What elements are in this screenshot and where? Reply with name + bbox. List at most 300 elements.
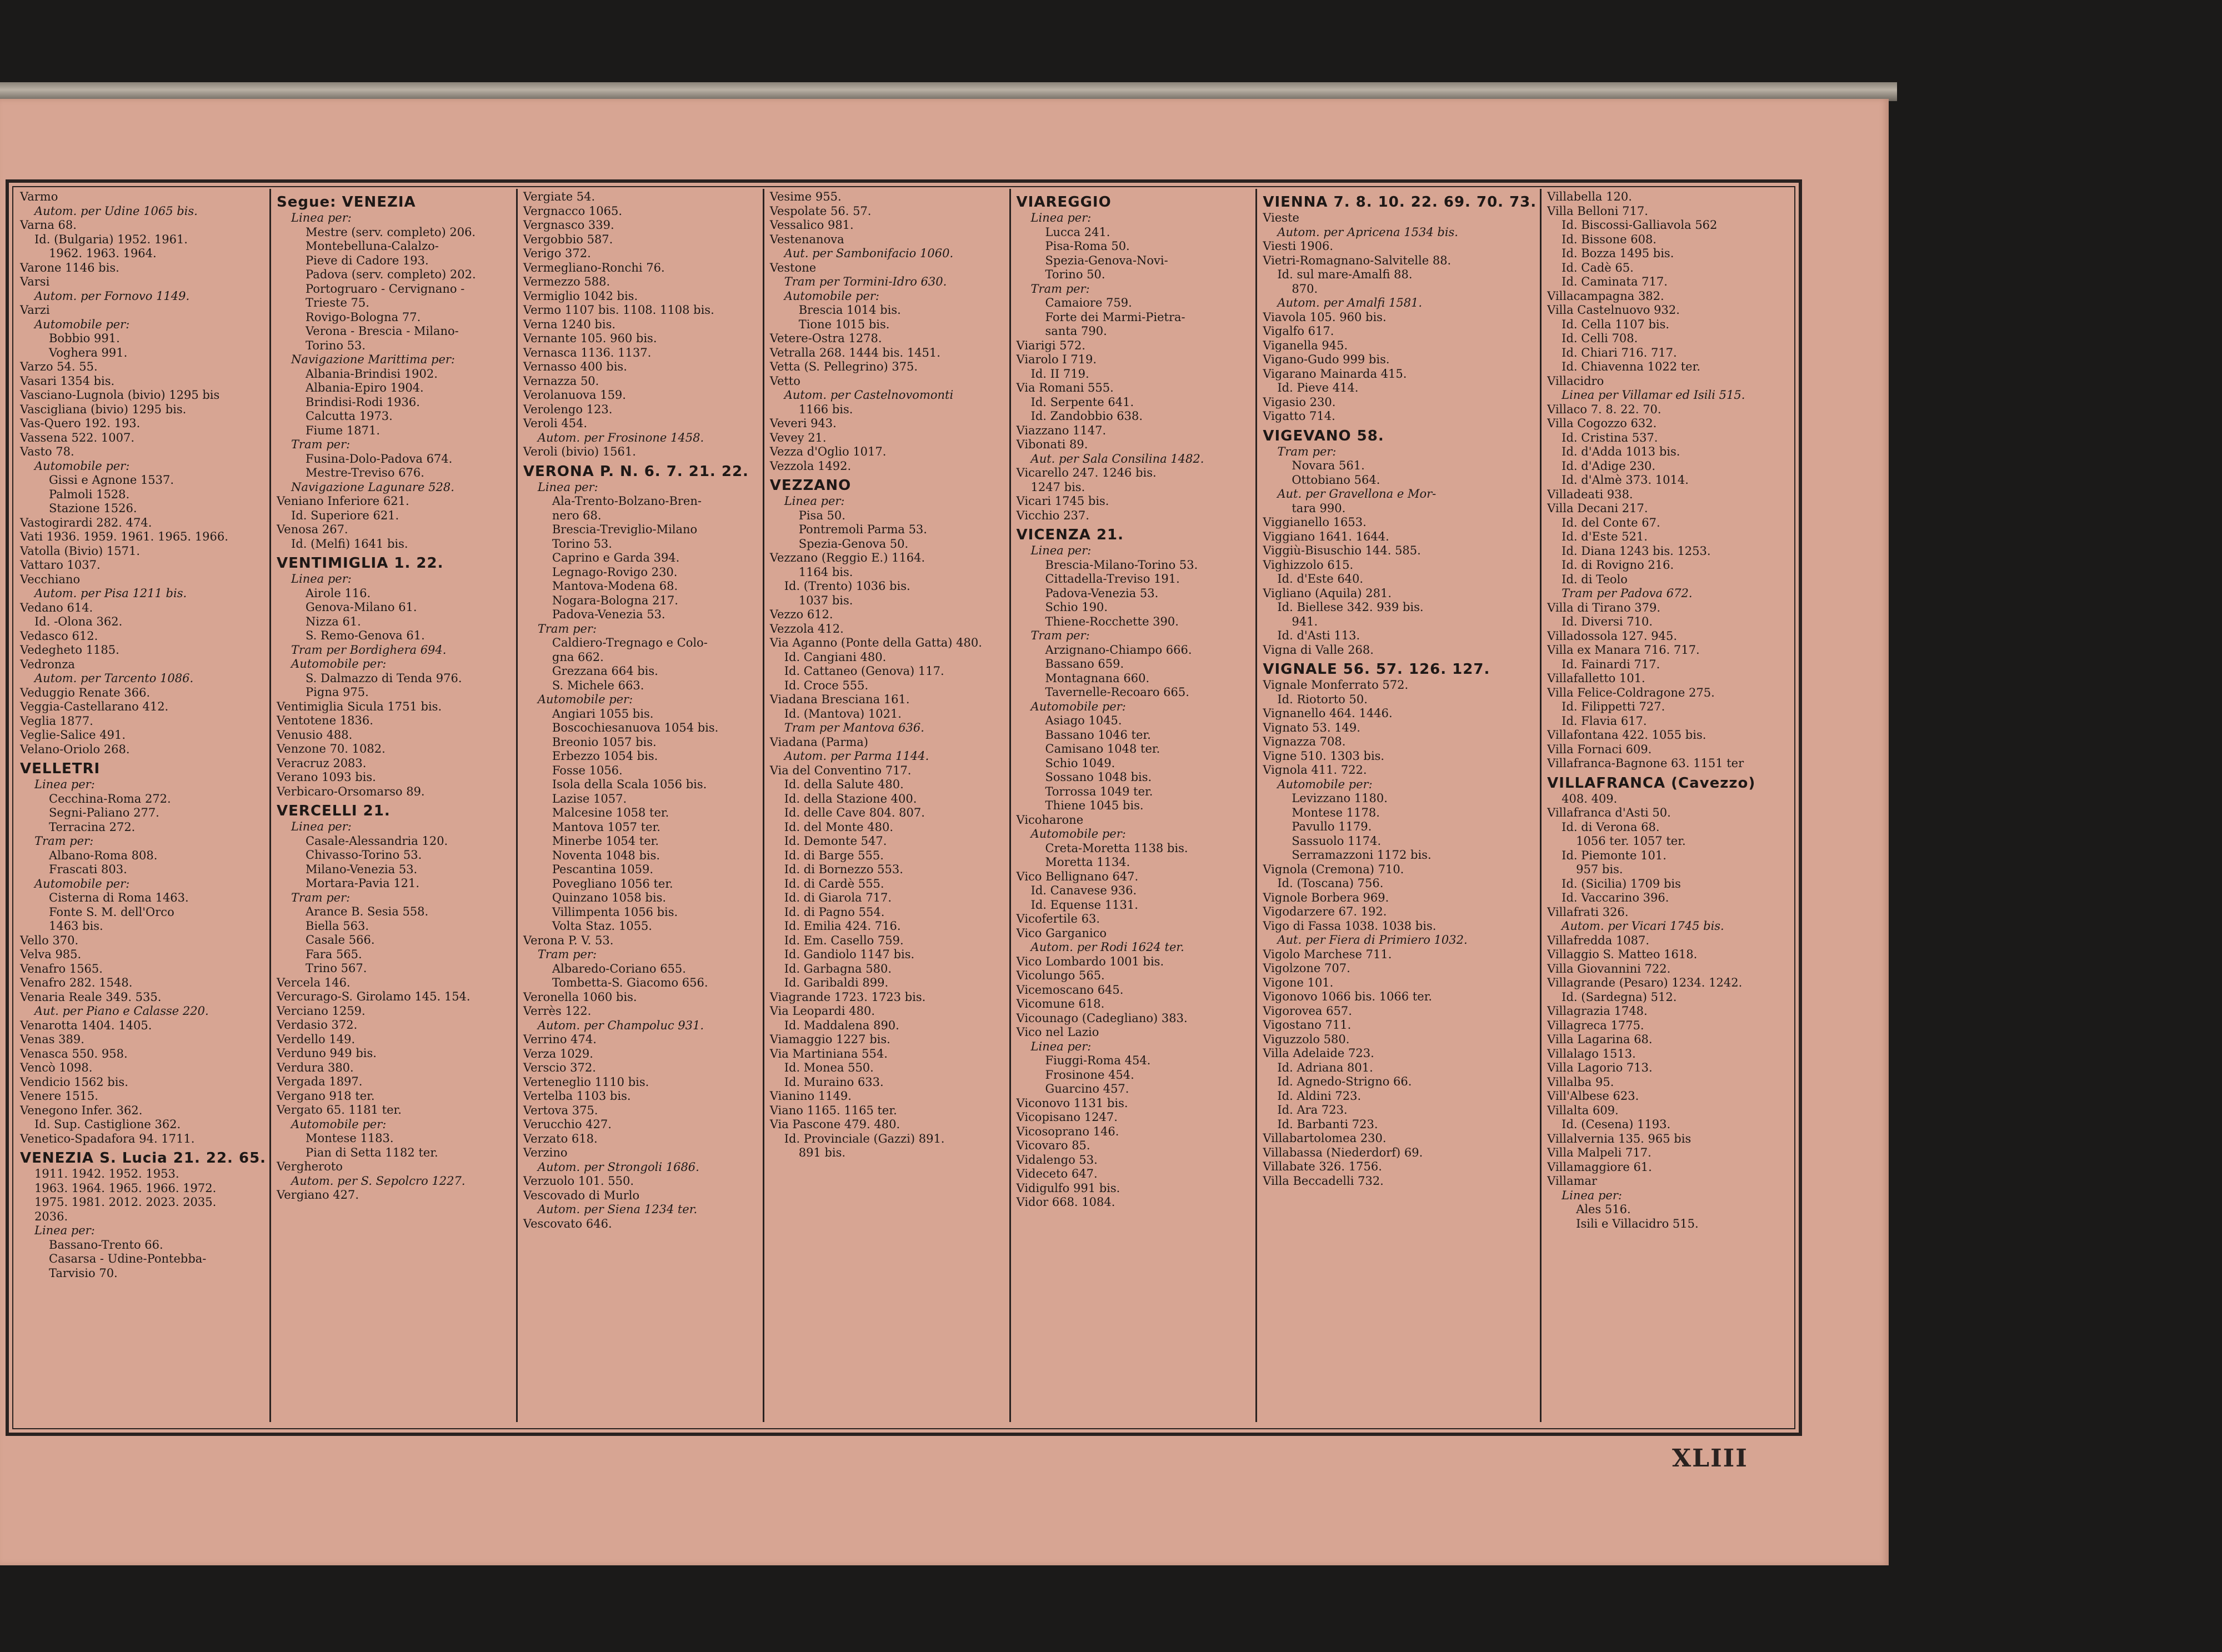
index-entry: Id. Caminata 717. xyxy=(1562,275,1668,288)
index-entry: Via Martiniana 554. xyxy=(769,1047,888,1060)
index-entry: Via Romani 555. xyxy=(1016,381,1114,394)
index-entry: Id. (Trento) 1036 bis. xyxy=(784,579,910,593)
index-entry: Villamaggiore 61. xyxy=(1547,1160,1652,1174)
index-entry: Venetico-Spadafora 94. 1711. xyxy=(20,1132,195,1145)
index-entry: Villagrande (Pesaro) 1234. 1242. xyxy=(1547,976,1743,989)
index-columns xyxy=(14,189,1786,1422)
index-entry: Tram per: xyxy=(537,622,597,635)
index-entry: Vertova 375. xyxy=(523,1103,598,1117)
index-entry: Brescia-Milano-Torino 53. xyxy=(1045,558,1198,572)
index-entry: Rovigo-Bologna 77. xyxy=(306,310,421,324)
index-entry: Voghera 991. xyxy=(49,346,128,359)
index-entry: Vigarano Mainarda 415. xyxy=(1263,367,1407,381)
index-entry: Ales 516. xyxy=(1576,1203,1631,1216)
index-entry: Id. Filippetti 727. xyxy=(1562,700,1665,713)
index-entry: Segni-Paliano 277. xyxy=(49,806,159,819)
index-entry: Vico Lombardo 1001 bis. xyxy=(1016,954,1164,968)
index-entry: Venafro 1565. xyxy=(20,962,103,975)
city-heading: VIGNALE 56. 57. 126. 127. xyxy=(1263,661,1490,678)
index-entry: Autom. per Fornovo 1149. xyxy=(34,289,190,303)
city-heading: VERONA P. N. 6. 7. 21. 22. xyxy=(523,463,749,480)
index-entry: Villa ex Manara 716. 717. xyxy=(1547,643,1700,657)
index-entry: Villa Castelnuovo 932. xyxy=(1547,303,1680,317)
index-entry: Vessalico 981. xyxy=(769,218,854,232)
index-entry: Tram per: xyxy=(1277,444,1337,458)
index-entry: Veggia-Castellarano 412. xyxy=(20,700,169,713)
index-entry: 1975. 1981. 2012. 2023. 2035. xyxy=(34,1195,217,1209)
index-entry: Id. di Teolo xyxy=(1562,572,1628,586)
index-entry: Villafalletto 101. xyxy=(1547,672,1645,685)
index-entry: Viamaggio 1227 bis. xyxy=(769,1033,890,1046)
index-entry: S. Remo-Genova 61. xyxy=(306,629,425,642)
index-entry: Autom. per Champoluc 931. xyxy=(537,1018,704,1032)
index-entry: Terracina 272. xyxy=(49,820,136,834)
index-entry: Verano 1093 bis. xyxy=(277,770,376,784)
index-entry: Id. del Monte 480. xyxy=(784,820,894,834)
city-heading: VERCELLI 21. xyxy=(277,803,391,819)
index-entry: Vascigliana (bivio) 1295 bis. xyxy=(20,402,187,416)
index-entry: Linea per: xyxy=(784,494,845,508)
index-entry: Id. d'Este 640. xyxy=(1277,572,1364,585)
index-entry: Camaiore 759. xyxy=(1045,296,1132,309)
index-entry: Vermegliano-Ronchi 76. xyxy=(523,261,665,274)
index-entry: Id. (Sardegna) 512. xyxy=(1562,990,1677,1004)
index-entry: Viavola 105. 960 bis. xyxy=(1263,310,1387,324)
index-entry: Villa Malpeli 717. xyxy=(1547,1146,1652,1159)
index-entry: Id. d'Adige 230. xyxy=(1562,459,1656,473)
index-entry: Vestenanova xyxy=(769,232,844,246)
index-entry: Viano 1165. 1165 ter. xyxy=(769,1103,897,1117)
index-entry: Spezia-Genova-Novi- xyxy=(1045,253,1168,267)
city-heading: Segue: VENEZIA xyxy=(277,194,416,211)
index-entry: 1164 bis. xyxy=(798,565,853,579)
index-entry: Vello 370. xyxy=(20,933,79,947)
index-entry: Vertelba 1103 bis. xyxy=(523,1089,631,1103)
city-heading: VENEZIA S. Lucia 21. 22. 65. xyxy=(20,1150,267,1167)
index-entry: Angiari 1055 bis. xyxy=(552,707,654,720)
index-entry: Calcutta 1973. xyxy=(306,409,393,423)
index-entry: Id. Sup. Castiglione 362. xyxy=(34,1118,181,1131)
index-entry: Vicemoscano 645. xyxy=(1016,983,1124,997)
index-entry: Autom. per Castelnovomonti xyxy=(784,388,954,402)
index-entry: Id. del Conte 67. xyxy=(1562,515,1660,529)
index-column-1 xyxy=(14,189,271,1422)
index-entry: Id. Chiari 716. 717. xyxy=(1562,346,1677,359)
index-entry: Id. Superiore 621. xyxy=(291,508,399,522)
index-entry: Villaggio S. Matteo 1618. xyxy=(1547,948,1698,961)
index-entry: Villagreca 1775. xyxy=(1547,1018,1644,1032)
index-entry: Pigna 975. xyxy=(306,685,369,699)
index-entry: Milano-Venezia 53. xyxy=(306,862,418,876)
index-entry: Automobile per: xyxy=(784,289,879,303)
index-entry: Pescantina 1059. xyxy=(552,863,654,876)
index-entry: Autom. per Siena 1234 ter. xyxy=(537,1203,698,1216)
index-entry: Vercurago-S. Girolamo 145. 154. xyxy=(277,990,471,1003)
index-entry: Id. (Sicilia) 1709 bis xyxy=(1562,877,1681,890)
index-entry: Id. delle Cave 804. 807. xyxy=(784,806,925,819)
index-entry: Padova (serv. completo) 202. xyxy=(306,268,476,281)
index-entry: Vidigulfo 991 bis. xyxy=(1016,1181,1120,1195)
index-entry: Trino 567. xyxy=(306,962,367,975)
index-entry: Cittadella-Treviso 191. xyxy=(1045,572,1180,585)
index-entry: Venafro 282. 1548. xyxy=(20,976,133,989)
index-entry: Noventa 1048 bis. xyxy=(552,848,660,862)
index-entry: Guarcino 457. xyxy=(1045,1082,1129,1095)
index-entry: Vigne 510. 1303 bis. xyxy=(1263,749,1385,763)
index-entry: Autom. per Apricena 1534 bis. xyxy=(1277,225,1458,239)
index-entry: Vigano-Gudo 999 bis. xyxy=(1263,353,1390,366)
index-entry: Viarigi 572. xyxy=(1016,338,1085,352)
index-entry: Venaria Reale 349. 535. xyxy=(20,990,162,1004)
index-entry: Villa Beccadelli 732. xyxy=(1263,1174,1384,1188)
index-entry: 1463 bis. xyxy=(49,919,103,933)
index-entry: Id. II 719. xyxy=(1030,367,1089,381)
index-entry: Vezzano (Reggio E.) 1164. xyxy=(769,551,925,564)
index-entry: Vatolla (Bivio) 1571. xyxy=(20,544,141,558)
index-entry: Grezzana 664 bis. xyxy=(552,664,658,678)
index-entry: Verteneglio 1110 bis. xyxy=(523,1075,649,1089)
index-entry: Autom. per Parma 1144. xyxy=(784,749,929,763)
index-entry: Verigo 372. xyxy=(523,247,591,260)
city-heading: VELLETRI xyxy=(20,760,101,777)
index-entry: Vico Bellignano 647. xyxy=(1016,869,1139,883)
index-entry: Asiago 1045. xyxy=(1045,714,1122,727)
index-entry: Chivasso-Torino 53. xyxy=(306,848,422,862)
index-entry: Vergnacco 1065. xyxy=(523,204,623,218)
index-entry: Id. Agnedo-Strigno 66. xyxy=(1277,1075,1412,1088)
index-entry: Vigatto 714. xyxy=(1263,409,1335,423)
index-entry: Linea per: xyxy=(291,211,352,224)
index-entry: Vetta (S. Pellegrino) 375. xyxy=(769,360,918,373)
index-entry: Id. Barbanti 723. xyxy=(1277,1117,1378,1131)
index-entry: Isola della Scala 1056 bis. xyxy=(552,778,707,791)
index-entry: Venzone 70. 1082. xyxy=(277,742,386,755)
index-entry: Automobile per: xyxy=(1030,699,1126,713)
index-entry: Aut. per Piano e Calasse 220. xyxy=(34,1004,209,1018)
index-entry: Creta-Moretta 1138 bis. xyxy=(1045,841,1188,855)
index-entry: Cisterna di Roma 1463. xyxy=(49,891,189,904)
index-entry: Navigazione Marittima per: xyxy=(291,353,456,366)
index-entry: Id. di Pagno 554. xyxy=(784,905,885,919)
index-entry: Villa Belloni 717. xyxy=(1547,204,1648,218)
index-entry: Autom. per Frosinone 1458. xyxy=(537,430,704,444)
index-entry: 1037 bis. xyxy=(798,593,853,607)
index-entry: Via Pascone 479. 480. xyxy=(769,1118,900,1131)
index-entry: Villa Lagarina 68. xyxy=(1547,1033,1653,1046)
index-entry: Id. Pieve 414. xyxy=(1277,381,1359,394)
index-entry: Vigliano (Aquila) 281. xyxy=(1263,586,1392,600)
index-entry: 408. 409. xyxy=(1562,792,1618,805)
index-entry: Id. Adriana 801. xyxy=(1277,1060,1373,1074)
index-entry: tara 990. xyxy=(1292,501,1346,515)
index-entry: Ventimiglia Sicula 1751 bis. xyxy=(277,699,442,713)
index-entry: Venusio 488. xyxy=(277,728,353,742)
index-entry: 2036. xyxy=(34,1209,68,1223)
index-entry: Spezia-Genova 50. xyxy=(798,537,909,550)
index-entry: Torino 53. xyxy=(306,338,366,352)
index-entry: Tram per: xyxy=(537,948,597,961)
index-entry: Mortara-Pavia 121. xyxy=(306,877,420,890)
index-entry: Verzuolo 101. 550. xyxy=(523,1174,634,1188)
index-entry: Villafrati 326. xyxy=(1547,905,1629,919)
index-entry: Varmo xyxy=(20,190,58,203)
index-entry: Albania-Epiro 1904. xyxy=(306,381,424,394)
index-entry: Mestre-Treviso 676. xyxy=(306,466,424,479)
index-entry: Veroli 454. xyxy=(523,417,588,430)
index-entry: Vicounago (Cadegliano) 383. xyxy=(1016,1011,1188,1025)
index-entry: Vietri-Romagnano-Salvitelle 88. xyxy=(1263,253,1452,267)
index-entry: Varone 1146 bis. xyxy=(20,261,119,274)
index-entry: 1962. 1963. 1964. xyxy=(49,247,157,260)
index-entry: Vignole Borbera 969. xyxy=(1263,890,1389,904)
index-entry: Aut. per Sambonifacio 1060. xyxy=(784,247,954,260)
index-entry: Villabartolomea 230. xyxy=(1263,1132,1387,1145)
index-entry: Malcesine 1058 ter. xyxy=(552,806,669,819)
index-entry: Levizzano 1180. xyxy=(1292,792,1388,805)
index-entry: Aut. per Gravellona e Mor- xyxy=(1277,487,1437,500)
index-entry: Id. Flavia 617. xyxy=(1562,714,1647,728)
index-entry: Bobbio 991. xyxy=(49,332,120,345)
index-entry: Vedasco 612. xyxy=(20,629,98,643)
index-entry: Verrès 122. xyxy=(523,1004,592,1018)
index-entry: Verolengo 123. xyxy=(523,402,613,416)
index-entry: Veduggio Renate 366. xyxy=(20,685,151,699)
index-entry: Verbicaro-Orsomarso 89. xyxy=(277,784,425,798)
index-entry: Lazise 1057. xyxy=(552,792,627,805)
index-entry: Id. (Cesena) 1193. xyxy=(1562,1118,1671,1131)
index-entry: Vicchio 237. xyxy=(1016,508,1089,522)
index-entry: Cecchina-Roma 272. xyxy=(49,792,171,805)
index-entry: Id. Aldini 723. xyxy=(1277,1089,1362,1103)
index-entry: Id. Diversi 710. xyxy=(1562,615,1653,628)
index-entry: Fara 565. xyxy=(306,947,362,961)
index-entry: Verrino 474. xyxy=(523,1033,597,1046)
index-entry: Vasciano-Lugnola (bivio) 1295 bis xyxy=(20,388,220,402)
index-entry: Id. Provinciale (Gazzi) 891. xyxy=(784,1132,945,1145)
index-entry: Thiene 1045 bis. xyxy=(1045,799,1144,812)
index-entry: Pieve di Cadore 193. xyxy=(306,253,429,267)
index-entry: Veracruz 2083. xyxy=(277,756,367,770)
index-entry: Vattaro 1037. xyxy=(20,558,101,572)
index-entry: Automobile per: xyxy=(291,1117,387,1131)
index-entry: Tombetta-S. Giacomo 656. xyxy=(552,976,708,989)
index-entry: Id. Cadè 65. xyxy=(1562,261,1634,274)
index-entry: Vigostano 711. xyxy=(1263,1018,1352,1032)
index-entry: Id. d'Este 521. xyxy=(1562,530,1648,543)
index-entry: 1247 bis. xyxy=(1030,480,1085,494)
index-entry: Automobile per: xyxy=(1277,777,1373,791)
index-entry: Vergobbio 587. xyxy=(523,232,613,246)
index-entry: Id. di Bornezzo 553. xyxy=(784,863,903,876)
index-entry: Quinzano 1058 bis. xyxy=(552,891,667,904)
index-entry: Linea per: xyxy=(1030,1039,1092,1053)
index-entry: Lucca 241. xyxy=(1045,225,1110,239)
index-entry: Vercela 146. xyxy=(277,975,351,989)
index-entry: Vigasio 230. xyxy=(1263,395,1336,409)
index-entry: Minerbe 1054 ter. xyxy=(552,834,659,848)
index-entry: Id. Cangiani 480. xyxy=(784,650,887,664)
index-entry: nero 68. xyxy=(552,508,602,522)
index-entry: Fosse 1056. xyxy=(552,763,623,777)
index-entry: Vernasca 1136. 1137. xyxy=(523,346,652,359)
index-entry: Vicari 1745 bis. xyxy=(1016,494,1109,508)
index-entry: Autom. per Tarcento 1086. xyxy=(34,672,194,685)
index-entry: Portogruaro - Cervignano - xyxy=(306,282,465,296)
index-entry: Id. Ara 723. xyxy=(1277,1103,1348,1117)
index-entry: Brindisi-Rodi 1936. xyxy=(306,395,420,409)
index-entry: Vigalfo 617. xyxy=(1263,324,1334,338)
index-entry: Verzato 618. xyxy=(523,1132,598,1145)
index-entry: Vergiano 427. xyxy=(277,1188,359,1202)
index-entry: Automobile per: xyxy=(34,877,130,890)
index-entry: Id. Serpente 641. xyxy=(1030,395,1134,409)
index-entry: Varzo 54. 55. xyxy=(20,360,98,373)
index-entry: Erbezzo 1054 bis. xyxy=(552,749,658,763)
index-entry: Veveri 943. xyxy=(769,417,837,430)
index-entry: Id. di Cardè 555. xyxy=(784,877,884,890)
index-entry: Vieste xyxy=(1263,211,1299,224)
index-entry: Fonte S. M. dell'Orco xyxy=(49,905,174,919)
index-entry: Verucchio 427. xyxy=(523,1118,612,1131)
index-entry: Arzignano-Chiampo 666. xyxy=(1045,643,1192,657)
index-entry: Id. Croce 555. xyxy=(784,678,869,692)
index-entry: Torrossa 1049 ter. xyxy=(1045,784,1153,798)
index-entry: Viazzano 1147. xyxy=(1016,423,1107,437)
index-entry: Albaredo-Coriano 655. xyxy=(552,962,686,975)
index-entry: Villimpenta 1056 bis. xyxy=(552,905,678,919)
index-entry: Vetto xyxy=(769,374,800,388)
index-entry: Villalba 95. xyxy=(1547,1075,1614,1089)
index-entry: Tram per: xyxy=(1030,282,1090,296)
index-entry: Via Leopardi 480. xyxy=(769,1004,875,1018)
city-heading: VIGEVANO 58. xyxy=(1263,427,1384,444)
index-entry: Albano-Roma 808. xyxy=(49,848,158,862)
index-entry: Villadossola 127. 945. xyxy=(1547,629,1678,643)
index-entry: Vencò 1098. xyxy=(20,1061,93,1074)
index-entry: Vignanello 464. 1446. xyxy=(1263,707,1393,720)
index-entry: Pontremoli Parma 53. xyxy=(798,523,927,536)
index-entry: Id. Demonte 547. xyxy=(784,834,887,848)
index-entry: Vecchiano xyxy=(20,572,81,586)
index-entry: Varna 68. xyxy=(20,218,77,232)
index-entry: Fiume 1871. xyxy=(306,423,380,437)
index-entry: Id. Riotorto 50. xyxy=(1277,692,1368,706)
index-entry: Velva 985. xyxy=(20,948,82,961)
index-entry: Linea per Villamar ed Isili 515. xyxy=(1562,388,1745,402)
index-entry: Montese 1178. xyxy=(1292,805,1380,819)
index-entry: Id. Muraino 633. xyxy=(784,1075,884,1089)
index-entry: Vigorovea 657. xyxy=(1263,1004,1352,1018)
index-entry: Tarvisio 70. xyxy=(49,1266,118,1280)
index-entry: Linea per: xyxy=(34,778,95,791)
index-entry: Schio 190. xyxy=(1045,600,1108,614)
index-entry: Ala-Trento-Bolzano-Bren- xyxy=(552,494,702,508)
index-entry: Viguzzolo 580. xyxy=(1263,1032,1350,1046)
index-entry: Tram per: xyxy=(291,890,351,904)
index-entry: Boscochiesanuova 1054 bis. xyxy=(552,721,719,734)
index-entry: Tram per Padova 672. xyxy=(1562,587,1693,600)
city-heading: VILLAFRANCA (Cavezzo) xyxy=(1547,774,1756,792)
index-entry: Linea per: xyxy=(537,480,598,494)
index-entry: Vescovado di Murlo xyxy=(523,1188,640,1202)
index-entry: Viagrande 1723. 1723 bis. xyxy=(769,990,926,1004)
index-entry: Villamar xyxy=(1547,1174,1598,1188)
index-entry: Vestone xyxy=(769,261,817,274)
index-entry: Stazione 1526. xyxy=(49,502,137,515)
index-entry: Id. Celli 708. xyxy=(1562,332,1638,345)
index-entry: Vezza d'Oglio 1017. xyxy=(769,445,887,458)
index-entry: Gissi e Agnone 1537. xyxy=(49,473,174,487)
index-entry: S. Dalmazzo di Tenda 976. xyxy=(306,671,462,685)
index-entry: Serramazzoni 1172 bis. xyxy=(1292,848,1432,862)
index-entry: Id. della Stazione 400. xyxy=(784,792,917,805)
index-entry: Id. Maddalena 890. xyxy=(784,1018,899,1032)
index-entry: Vassena 522. 1007. xyxy=(20,430,135,444)
index-entry: Venere 1515. xyxy=(20,1089,98,1103)
index-entry: Automobile per: xyxy=(291,657,387,670)
index-entry: Vicomune 618. xyxy=(1016,997,1105,1010)
index-entry: Verdura 380. xyxy=(277,1060,354,1074)
index-entry: Tram per Mantova 636. xyxy=(784,721,924,734)
index-entry: Id. (Bulgaria) 1952. 1961. xyxy=(34,232,188,246)
index-entry: Torino 53. xyxy=(552,537,612,550)
index-entry: Vastogirardi 282. 474. xyxy=(20,515,152,529)
index-entry: Camisano 1048 ter. xyxy=(1045,742,1160,755)
index-entry: Villagrazia 1748. xyxy=(1547,1004,1648,1018)
index-entry: Villa Giovannini 722. xyxy=(1547,962,1671,975)
index-entry: Vidalengo 53. xyxy=(1016,1153,1098,1167)
index-entry: Biella 563. xyxy=(306,919,369,933)
index-entry: Venas 389. xyxy=(20,1033,84,1046)
index-entry: Casale-Alessandria 120. xyxy=(306,834,448,848)
index-entry: Id. Biellese 342. 939 bis. xyxy=(1277,600,1424,614)
index-entry: Mantova 1057 ter. xyxy=(552,820,660,834)
index-entry: Padova-Venezia 53. xyxy=(552,608,665,621)
index-entry: 941. xyxy=(1292,614,1318,628)
index-entry: Sassuolo 1174. xyxy=(1292,834,1382,848)
index-entry: Id. Em. Casello 759. xyxy=(784,933,904,947)
index-entry: Vico nel Lazio xyxy=(1016,1025,1099,1039)
index-entry: Albania-Brindisi 1902. xyxy=(306,367,438,381)
index-entry: Id. Diana 1243 bis. 1253. xyxy=(1562,544,1711,558)
index-entry: Via Aganno (Ponte della Gatta) 480. xyxy=(769,636,982,649)
index-entry: Villa Lagorio 713. xyxy=(1547,1061,1653,1074)
index-entry: Id. Garibaldi 899. xyxy=(784,976,889,989)
city-heading: VENTIMIGLIA 1. 22. xyxy=(277,555,444,572)
index-entry: Vicovaro 85. xyxy=(1016,1139,1090,1152)
index-entry: Vernasso 400 bis. xyxy=(523,360,627,373)
index-entry: Villacampagna 382. xyxy=(1547,289,1664,303)
index-entry: Tione 1015 bis. xyxy=(798,317,890,331)
index-entry: Vergano 918 ter. xyxy=(277,1089,375,1103)
index-entry: Villabate 326. 1756. xyxy=(1263,1160,1382,1173)
index-entry: Verzino xyxy=(523,1146,568,1159)
index-entry: 1911. 1942. 1952. 1953. xyxy=(34,1167,179,1180)
index-entry: Tram per: xyxy=(1030,629,1090,642)
index-entry: Id. Gandiolo 1147 bis. xyxy=(784,948,915,961)
index-entry: Veroli (bivio) 1561. xyxy=(523,445,636,458)
index-entry: Veglia 1877. xyxy=(20,714,93,728)
index-entry: Id. di Giarola 717. xyxy=(784,891,892,904)
index-entry: Vigolzone 707. xyxy=(1263,962,1350,975)
index-entry: Id. (Toscana) 756. xyxy=(1277,877,1384,890)
index-entry: Villa Fornaci 609. xyxy=(1547,742,1652,756)
index-entry: Viesti 1906. xyxy=(1263,239,1334,253)
index-entry: Vigolo Marchese 711. xyxy=(1263,947,1392,961)
index-entry: Tram per: xyxy=(34,834,94,848)
index-entry: Venegono Infer. 362. xyxy=(20,1103,143,1117)
index-entry: Linea per: xyxy=(1562,1188,1622,1202)
